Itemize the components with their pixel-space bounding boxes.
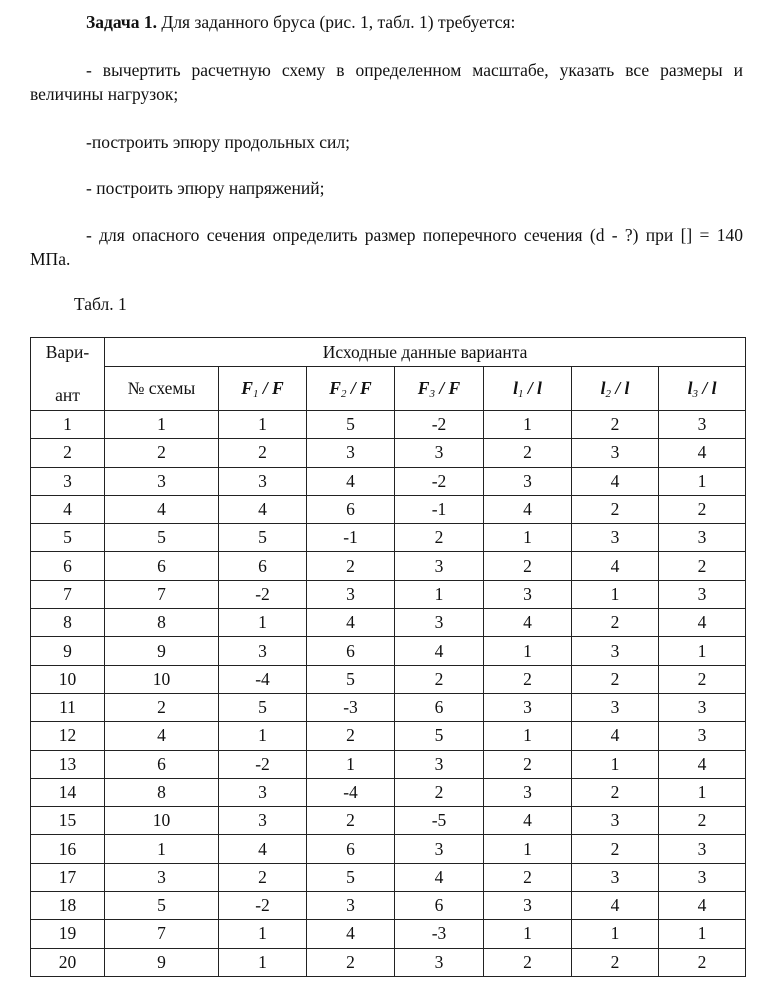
symbol-base: l <box>600 377 606 398</box>
table-cell: 10 <box>105 665 219 693</box>
table-cell: 3 <box>307 439 395 467</box>
table-cell: 1 <box>219 920 307 948</box>
table-row <box>31 835 746 863</box>
table-cell: 2 <box>307 807 395 835</box>
symbol-base: F <box>329 377 341 398</box>
table-cell: 1 <box>659 637 746 665</box>
table-cell: -5 <box>395 807 484 835</box>
table-cell: 1 <box>395 580 484 608</box>
table-row <box>31 411 746 439</box>
table-cell: 1 <box>307 750 395 778</box>
table-cell: 2 <box>307 722 395 750</box>
table-row <box>31 948 746 976</box>
table-cell: 1 <box>105 835 219 863</box>
table-cell: 3 <box>572 693 659 721</box>
table-cell: 2 <box>659 552 746 580</box>
table-cell: 3 <box>659 580 746 608</box>
task-title: Задача 1. <box>86 12 158 32</box>
table-cell: 2 <box>395 778 484 806</box>
table-cell: 15 <box>31 807 105 835</box>
table-cell: 7 <box>31 580 105 608</box>
table-cell: 3 <box>31 467 105 495</box>
symbol-base: l <box>687 377 693 398</box>
table-cell: 3 <box>105 467 219 495</box>
table-cell: 6 <box>395 693 484 721</box>
table-caption: Табл. 1 <box>74 294 127 314</box>
table-cell: 4 <box>307 467 395 495</box>
table-cell: 3 <box>395 750 484 778</box>
table-cell: 6 <box>105 552 219 580</box>
table-cell: 3 <box>572 863 659 891</box>
table-cell: 3 <box>395 552 484 580</box>
table-cell: 2 <box>395 665 484 693</box>
table-cell: 12 <box>31 722 105 750</box>
table-cell: 2 <box>572 609 659 637</box>
task-item-2: -построить эпюру продольных сил; <box>86 132 350 152</box>
l2-l-header <box>572 367 659 411</box>
table-cell: 4 <box>659 750 746 778</box>
table-cell: 1 <box>484 920 572 948</box>
table-cell: 3 <box>219 807 307 835</box>
table-cell: 9 <box>105 637 219 665</box>
data-table <box>30 337 746 977</box>
table-cell: 9 <box>105 948 219 976</box>
table-cell: 1 <box>31 411 105 439</box>
table-cell: 6 <box>31 552 105 580</box>
table-cell: -2 <box>395 467 484 495</box>
table-cell: 2 <box>484 948 572 976</box>
table-cell: 1 <box>484 722 572 750</box>
table-cell: 2 <box>105 693 219 721</box>
table-cell: 2 <box>484 750 572 778</box>
task-heading <box>30 10 743 34</box>
table-cell: 1 <box>219 948 307 976</box>
table-cell: 4 <box>572 722 659 750</box>
table-row <box>31 552 746 580</box>
table-cell: 4 <box>572 892 659 920</box>
table-cell: 2 <box>572 948 659 976</box>
table-cell: 3 <box>572 637 659 665</box>
table-cell: 2 <box>572 778 659 806</box>
table-cell: 5 <box>395 722 484 750</box>
table-cell: 4 <box>307 920 395 948</box>
symbol-subscript: 3 <box>692 387 698 400</box>
table-cell: 5 <box>105 524 219 552</box>
table-cell: 4 <box>105 495 219 523</box>
table-cell: 2 <box>659 948 746 976</box>
table-cell: 2 <box>219 863 307 891</box>
table-cell: 3 <box>659 722 746 750</box>
table-cell: -2 <box>219 750 307 778</box>
table-cell: 1 <box>572 920 659 948</box>
symbol-subscript: 2 <box>605 387 611 400</box>
table-cell: 3 <box>572 524 659 552</box>
table-cell: 6 <box>307 835 395 863</box>
table-cell: 2 <box>105 439 219 467</box>
table-cell: 4 <box>572 552 659 580</box>
table-cell: 2 <box>484 665 572 693</box>
table-cell: 4 <box>219 495 307 523</box>
table-cell: 5 <box>105 892 219 920</box>
task-intro: Для заданного бруса (рис. 1, табл. 1) требуется: <box>161 12 516 32</box>
table-cell: 13 <box>31 750 105 778</box>
table-cell: 18 <box>31 892 105 920</box>
table-cell: -2 <box>395 411 484 439</box>
table-cell: 3 <box>659 835 746 863</box>
table-cell: 2 <box>484 439 572 467</box>
table-cell: 3 <box>484 467 572 495</box>
symbol-subscript: 1 <box>252 387 259 400</box>
table-row <box>31 665 746 693</box>
table-cell: 6 <box>105 750 219 778</box>
table-cell: 3 <box>659 411 746 439</box>
table-cell: 3 <box>395 609 484 637</box>
table-row <box>31 524 746 552</box>
table-cell: 2 <box>659 495 746 523</box>
table-cell: 3 <box>219 467 307 495</box>
table-cell: 16 <box>31 835 105 863</box>
table-cell: 3 <box>659 524 746 552</box>
table-cell: -1 <box>307 524 395 552</box>
table-cell: 3 <box>484 693 572 721</box>
table-cell: 3 <box>307 892 395 920</box>
table-row <box>31 637 746 665</box>
table-cell: 9 <box>31 637 105 665</box>
table-cell: 3 <box>572 439 659 467</box>
table-cell: 2 <box>484 863 572 891</box>
table-cell: 8 <box>31 609 105 637</box>
table-cell: 3 <box>395 835 484 863</box>
table-cell: 3 <box>484 580 572 608</box>
table-cell: 4 <box>31 495 105 523</box>
symbol-base: F <box>241 377 253 398</box>
table-row <box>31 495 746 523</box>
table-cell: 2 <box>572 411 659 439</box>
table-row <box>31 467 746 495</box>
symbol-rest: / l <box>697 377 717 398</box>
table-cell: 4 <box>307 609 395 637</box>
table-cell: 3 <box>395 948 484 976</box>
table-cell: -2 <box>219 580 307 608</box>
table-cell: 3 <box>105 863 219 891</box>
table-cell: 1 <box>105 411 219 439</box>
table-cell: 1 <box>484 637 572 665</box>
variant-header-top: Вари- <box>45 342 90 362</box>
table-cell: 11 <box>31 693 105 721</box>
table-cell: 4 <box>395 637 484 665</box>
table-cell: 1 <box>219 609 307 637</box>
table-row <box>31 863 746 891</box>
table-cell: 10 <box>105 807 219 835</box>
table-row <box>31 750 746 778</box>
symbol-base: l <box>513 377 518 398</box>
table-cell: 5 <box>31 524 105 552</box>
task-item-1: - вычертить расчетную схему в определенном масштабе, указать все размеры и величины нагрузок; <box>30 60 743 104</box>
table-cell: 4 <box>659 609 746 637</box>
table-cell: 4 <box>395 863 484 891</box>
table-cell: -3 <box>307 693 395 721</box>
scheme-header: № схемы <box>105 367 219 411</box>
group-header: Исходные данные варианта <box>105 338 746 367</box>
table-cell: 5 <box>307 863 395 891</box>
table-cell: 6 <box>307 637 395 665</box>
table-cell: 4 <box>659 892 746 920</box>
table-cell: 2 <box>219 439 307 467</box>
table-cell: -4 <box>219 665 307 693</box>
symbol-rest: / F <box>434 377 461 398</box>
table-row <box>31 693 746 721</box>
table-cell: 2 <box>572 495 659 523</box>
symbol-base: F <box>417 377 430 398</box>
table-cell: 8 <box>105 778 219 806</box>
table-cell: 20 <box>31 948 105 976</box>
f2-f-header <box>307 367 395 411</box>
table-cell: 4 <box>484 807 572 835</box>
table-cell: 4 <box>219 835 307 863</box>
table-cell: 6 <box>219 552 307 580</box>
table-cell: 2 <box>307 948 395 976</box>
table-row <box>31 807 746 835</box>
table-cell: 2 <box>31 439 105 467</box>
symbol-rest: / l <box>610 377 630 398</box>
variant-header <box>31 338 105 411</box>
table-cell: 1 <box>484 835 572 863</box>
table-row <box>31 609 746 637</box>
table-cell: 2 <box>659 807 746 835</box>
table-cell: 5 <box>219 693 307 721</box>
table-cell: 3 <box>484 778 572 806</box>
l1-l-header <box>484 367 572 411</box>
table-cell: 3 <box>659 693 746 721</box>
table-row <box>31 778 746 806</box>
table-cell: 2 <box>572 665 659 693</box>
table-cell: 2 <box>395 524 484 552</box>
table-cell: 4 <box>659 439 746 467</box>
table-cell: 4 <box>484 495 572 523</box>
table-cell: 2 <box>572 835 659 863</box>
symbol-subscript: 1 <box>517 387 524 400</box>
table-cell: 8 <box>105 609 219 637</box>
symbol-subscript: 2 <box>340 387 347 400</box>
f3-f-header <box>395 367 484 411</box>
table-cell: 1 <box>659 467 746 495</box>
table-cell: -1 <box>395 495 484 523</box>
table-cell: 3 <box>219 778 307 806</box>
table-cell: 10 <box>31 665 105 693</box>
table-cell: 1 <box>659 778 746 806</box>
table-cell: 1 <box>572 580 659 608</box>
table-cell: 17 <box>31 863 105 891</box>
table-cell: 1 <box>659 920 746 948</box>
table-cell: 4 <box>484 609 572 637</box>
table-cell: 14 <box>31 778 105 806</box>
table-cell: 3 <box>307 580 395 608</box>
task-item-4: - для опасного сечения определить размер поперечного сечения (d - ?) при [] = 140 МПа. <box>30 225 743 269</box>
table-cell: 1 <box>219 411 307 439</box>
symbol-rest: / F <box>258 377 284 398</box>
table-row <box>31 722 746 750</box>
table-cell: 1 <box>484 411 572 439</box>
table-cell: 2 <box>659 665 746 693</box>
table-cell: 5 <box>219 524 307 552</box>
table-cell: 5 <box>307 665 395 693</box>
table-cell: -3 <box>395 920 484 948</box>
symbol-subscript: 3 <box>429 387 435 400</box>
table-row <box>31 892 746 920</box>
table-cell: -2 <box>219 892 307 920</box>
table-row <box>31 580 746 608</box>
table-row <box>31 920 746 948</box>
f1-f-header <box>219 367 307 411</box>
task-item-3: - построить эпюру напряжений; <box>86 178 325 198</box>
table-cell: 5 <box>307 411 395 439</box>
table-cell: 3 <box>484 892 572 920</box>
table-cell: 19 <box>31 920 105 948</box>
table-cell: 1 <box>219 722 307 750</box>
table-cell: 3 <box>572 807 659 835</box>
table-cell: 1 <box>484 524 572 552</box>
table-cell: 3 <box>219 637 307 665</box>
table-cell: 3 <box>659 863 746 891</box>
symbol-rest: / l <box>523 377 542 398</box>
symbol-rest: / F <box>346 377 372 398</box>
table-cell: 4 <box>572 467 659 495</box>
table-cell: 2 <box>484 552 572 580</box>
table-cell: 3 <box>395 439 484 467</box>
table-cell: 6 <box>395 892 484 920</box>
table-row <box>31 439 746 467</box>
table-cell: 7 <box>105 580 219 608</box>
table-cell: 2 <box>307 552 395 580</box>
table-cell: 6 <box>307 495 395 523</box>
variant-header-bottom: ант <box>55 385 80 405</box>
table-cell: 4 <box>105 722 219 750</box>
l3-l-header <box>659 367 746 411</box>
table-cell: 1 <box>572 750 659 778</box>
table-cell: -4 <box>307 778 395 806</box>
table-cell: 7 <box>105 920 219 948</box>
